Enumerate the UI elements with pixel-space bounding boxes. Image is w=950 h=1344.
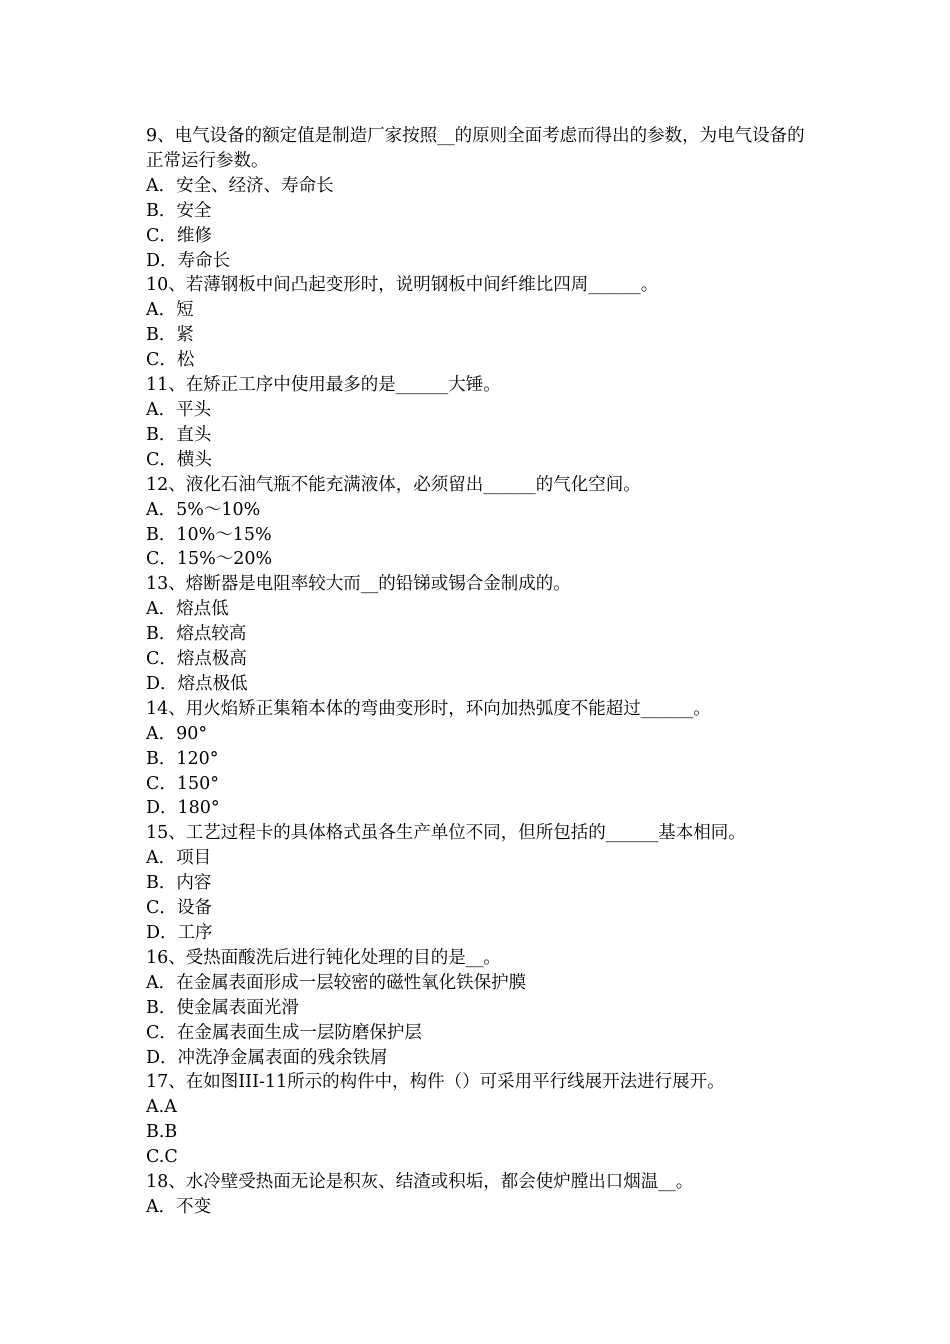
question-13-option-b: B．熔点较高: [146, 624, 247, 645]
question-14-stem: 14、用火焰矫正集箱本体的弯曲变形时，环向加热弧度不能超过______。: [146, 698, 711, 719]
question-15-option-a: A．项目: [146, 848, 212, 869]
question-15-stem: 15、工艺过程卡的具体格式虽各生产单位不同，但所包括的______基本相同。: [146, 823, 746, 844]
question-12-stem: 12、液化石油气瓶不能充满液体，必须留出______的气化空间。: [146, 474, 641, 495]
question-18-option-a: A．不变: [146, 1196, 212, 1217]
question-15-option-b: B．内容: [146, 873, 212, 894]
question-16-stem: 16、受热面酸洗后进行钝化处理的目的是__。: [146, 947, 501, 968]
question-17-option-b: B.B: [146, 1122, 178, 1143]
question-9-option-c: C．维修: [146, 225, 212, 246]
question-10-option-b: B．紧: [146, 325, 194, 346]
question-13-option-a: A．熔点低: [146, 599, 229, 620]
question-12-option-b: B．10%～15%: [146, 524, 272, 545]
question-16-option-c: C．在金属表面生成一层防磨保护层: [146, 1022, 422, 1043]
question-17-option-a: A.A: [146, 1097, 177, 1118]
question-14-option-c: C．150°: [146, 773, 220, 794]
question-9-stem: 9、电气设备的额定值是制造厂家按照__的原则全面考虑而得出的参数，为电气设备的正常运行参数。: [146, 126, 805, 171]
question-16-option-b: B．使金属表面光滑: [146, 997, 299, 1018]
question-13-stem: 13、熔断器是电阻率较大而__的铅锑或锡合金制成的。: [146, 574, 571, 595]
question-15-option-d: D．工序: [146, 923, 213, 943]
question-16-option-a: A．在金属表面形成一层较密的磁性氧化铁保护膜: [146, 972, 527, 993]
question-15-option-c: C．设备: [146, 898, 212, 919]
question-18-stem: 18、水冷壁受热面无论是积灰、结渣或积垢，都会使炉膛出口烟温__。: [146, 1172, 694, 1193]
question-11-option-a: A．平头: [146, 399, 212, 420]
question-10-option-c: C．松: [146, 350, 195, 371]
question-14-option-a: A．90°: [146, 723, 208, 744]
question-17-stem: 17、在如图III-11所示的构件中，构件（）可采用平行线展开法进行展开。: [146, 1072, 725, 1093]
question-13-option-c: C．熔点极高: [146, 649, 247, 670]
question-11-option-c: C．横头: [146, 449, 212, 470]
question-10-stem: 10、若薄钢板中间凸起变形时，说明钢板中间纤维比四周______。: [146, 275, 659, 296]
question-10-option-a: A．短: [146, 300, 194, 321]
question-11-option-b: B．直头: [146, 424, 212, 445]
question-17-option-c: C.C: [146, 1147, 178, 1168]
question-9-option-a: A．安全、经济、寿命长: [146, 175, 334, 196]
question-14-option-b: B．120°: [146, 748, 219, 769]
question-11-stem: 11、在矫正工序中使用最多的是______大锤。: [146, 375, 501, 396]
question-12-option-a: A．5%～10%: [146, 499, 261, 520]
question-14-option-d: D．180°: [146, 798, 220, 819]
document-body: [146, 124, 814, 1220]
question-9-option-b: B．安全: [146, 200, 212, 221]
question-12-option-c: C．15%～20%: [146, 549, 273, 570]
question-13-option-d: D．熔点极低: [146, 673, 248, 694]
question-16-option-d: D．冲洗净金属表面的残余铁屑: [146, 1047, 388, 1068]
question-9-option-d: D．寿命长: [146, 250, 231, 271]
